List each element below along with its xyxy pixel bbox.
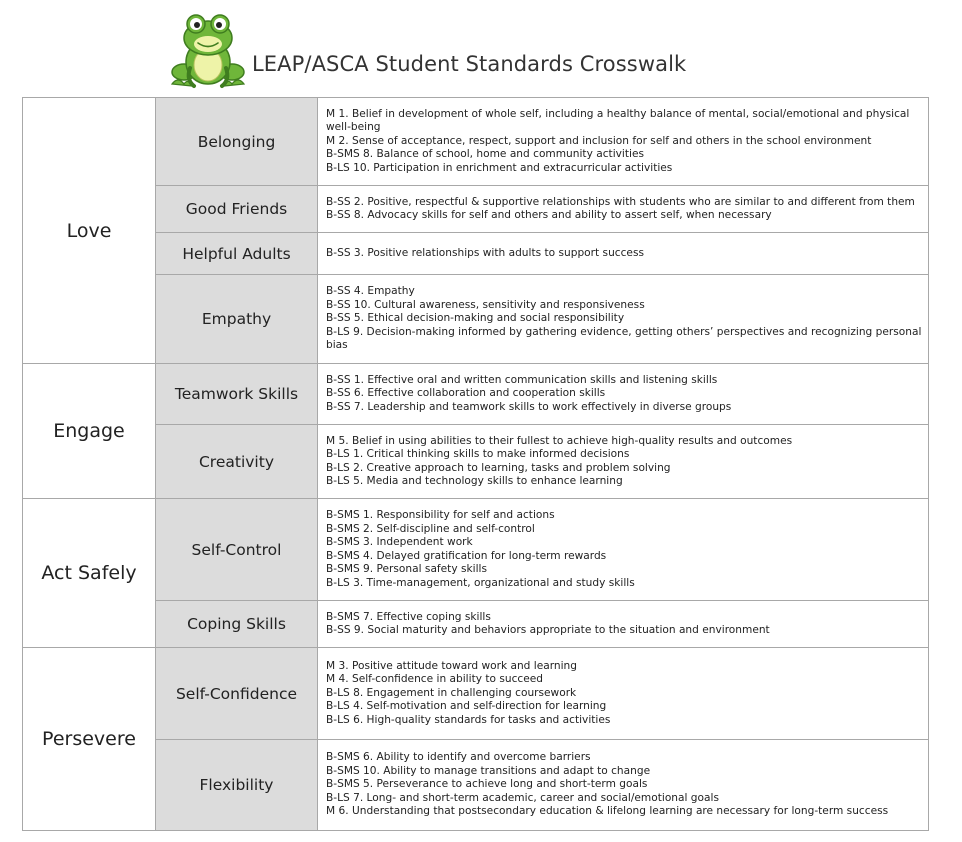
standards-cell	[318, 601, 929, 648]
standard-item: B-SMS 8. Balance of school, home and community activities	[326, 148, 644, 161]
standard-item: M 4. Self-confidence in ability to succeed	[326, 673, 544, 686]
standards-cell	[318, 425, 929, 499]
category-love: Love	[23, 98, 156, 364]
subcategory-coping-skills: Coping Skills	[156, 601, 318, 648]
standards-cell	[318, 275, 929, 364]
table-row	[23, 364, 929, 425]
standards-cell	[318, 233, 929, 275]
subcategory-self-control: Self-Control	[156, 499, 318, 601]
standard-item: B-SMS 6. Ability to identify and overcome barriers	[326, 751, 591, 764]
subcategory-helpful-adults: Helpful Adults	[156, 233, 318, 275]
standard-item: B-SS 8. Advocacy skills for self and others and ability to assert self, when necessary	[326, 209, 772, 221]
frog-icon	[170, 10, 246, 90]
standard-item: B-SS 7. Leadership and teamwork skills to work effectively in diverse groups	[326, 400, 732, 413]
standard-item: M 2. Sense of acceptance, respect, support and inclusion for self and others in the school environment	[326, 134, 872, 147]
standard-item: B-LS 5. Media and technology skills to enhance learning	[326, 475, 623, 487]
standard-item: B-SMS 5. Perseverance to achieve long and short-term goals	[326, 778, 648, 791]
standard-item: B-LS 7. Long- and short-term academic, career and social/emotional goals	[326, 791, 719, 804]
standard-item: B-SMS 7. Effective coping skills	[326, 610, 491, 623]
standard-item: M 6. Understanding that postsecondary education & lifelong learning are necessary for long-term success	[326, 805, 889, 818]
standard-item: B-LS 3. Time-management, organizational and study skills	[326, 576, 635, 589]
standards-cell	[318, 499, 929, 601]
standard-item: M 5. Belief in using abilities to their fullest to achieve high-quality results and outcomes	[326, 434, 793, 447]
subcategory-self-confidence: Self-Confidence	[156, 648, 318, 740]
table-row	[23, 601, 929, 648]
standard-item: B-SS 2. Positive, respectful & supportive relationships with students who are similar to and different from them	[326, 195, 915, 208]
standard-item: B-LS 9. Decision-making informed by gathering evidence, getting others’ perspectives and recognizing personal bias	[326, 325, 922, 352]
page-header	[0, 0, 962, 96]
standard-item: B-SS 5. Ethical decision-making and social responsibility	[326, 312, 625, 325]
table-row	[23, 186, 929, 233]
standard-item: B-LS 4. Self-motivation and self-direction for learning	[326, 700, 607, 713]
subcategory-creativity: Creativity	[156, 425, 318, 499]
category-act-safely: Act Safely	[23, 499, 156, 648]
standards-cell	[318, 648, 929, 740]
standard-item: B-LS 6. High-quality standards for tasks and activities	[326, 713, 611, 726]
standard-item: B-SS 10. Cultural awareness, sensitivity and responsiveness	[326, 298, 645, 311]
standard-item: B-SMS 4. Delayed gratification for long-term rewards	[326, 549, 607, 562]
category-persevere: Persevere	[23, 648, 156, 831]
standard-item: B-SS 1. Effective oral and written communication skills and listening skills	[326, 373, 718, 386]
subcategory-empathy: Empathy	[156, 275, 318, 364]
standard-item: B-SMS 3. Independent work	[326, 536, 473, 548]
standard-item: M 1. Belief in development of whole self, including a healthy balance of mental, social/emotional and physical well-being	[326, 107, 910, 134]
standard-item: B-SS 9. Social maturity and behaviors appropriate to the situation and environment	[326, 624, 770, 636]
standard-item: B-LS 10. Participation in enrichment and extracurricular activities	[326, 161, 673, 174]
standard-item: B-SS 3. Positive relationships with adults to support success	[326, 246, 644, 259]
table-row	[23, 499, 929, 601]
standard-item: B-LS 1. Critical thinking skills to make informed decisions	[326, 448, 630, 460]
standards-table	[22, 97, 929, 831]
subcategory-teamwork-skills: Teamwork Skills	[156, 364, 318, 425]
standards-cell	[318, 186, 929, 233]
category-engage: Engage	[23, 364, 156, 499]
standard-item: M 3. Positive attitude toward work and learning	[326, 659, 577, 672]
page-title: LEAP/ASCA Student Standards Crosswalk	[252, 52, 687, 76]
standard-item: B-LS 8. Engagement in challenging coursework	[326, 686, 577, 699]
table-row	[23, 425, 929, 499]
table-row	[23, 233, 929, 275]
standards-cell	[318, 740, 929, 831]
table-row	[23, 740, 929, 831]
standard-item: B-SS 6. Effective collaboration and cooperation skills	[326, 387, 606, 400]
standard-item: B-SMS 2. Self-discipline and self-control	[326, 522, 535, 535]
standard-item: B-LS 2. Creative approach to learning, tasks and problem solving	[326, 461, 671, 474]
table-row	[23, 648, 929, 740]
standard-item: B-SMS 9. Personal safety skills	[326, 563, 487, 575]
standard-item: B-SMS 1. Responsibility for self and actions	[326, 509, 555, 521]
table-row	[23, 98, 929, 186]
standards-cell	[318, 98, 929, 186]
subcategory-flexibility: Flexibility	[156, 740, 318, 831]
standards-cell	[318, 364, 929, 425]
standard-item: B-SMS 10. Ability to manage transitions and adapt to change	[326, 764, 651, 777]
subcategory-good-friends: Good Friends	[156, 186, 318, 233]
standard-item: B-SS 4. Empathy	[326, 285, 415, 298]
table-row	[23, 275, 929, 364]
subcategory-belonging: Belonging	[156, 98, 318, 186]
